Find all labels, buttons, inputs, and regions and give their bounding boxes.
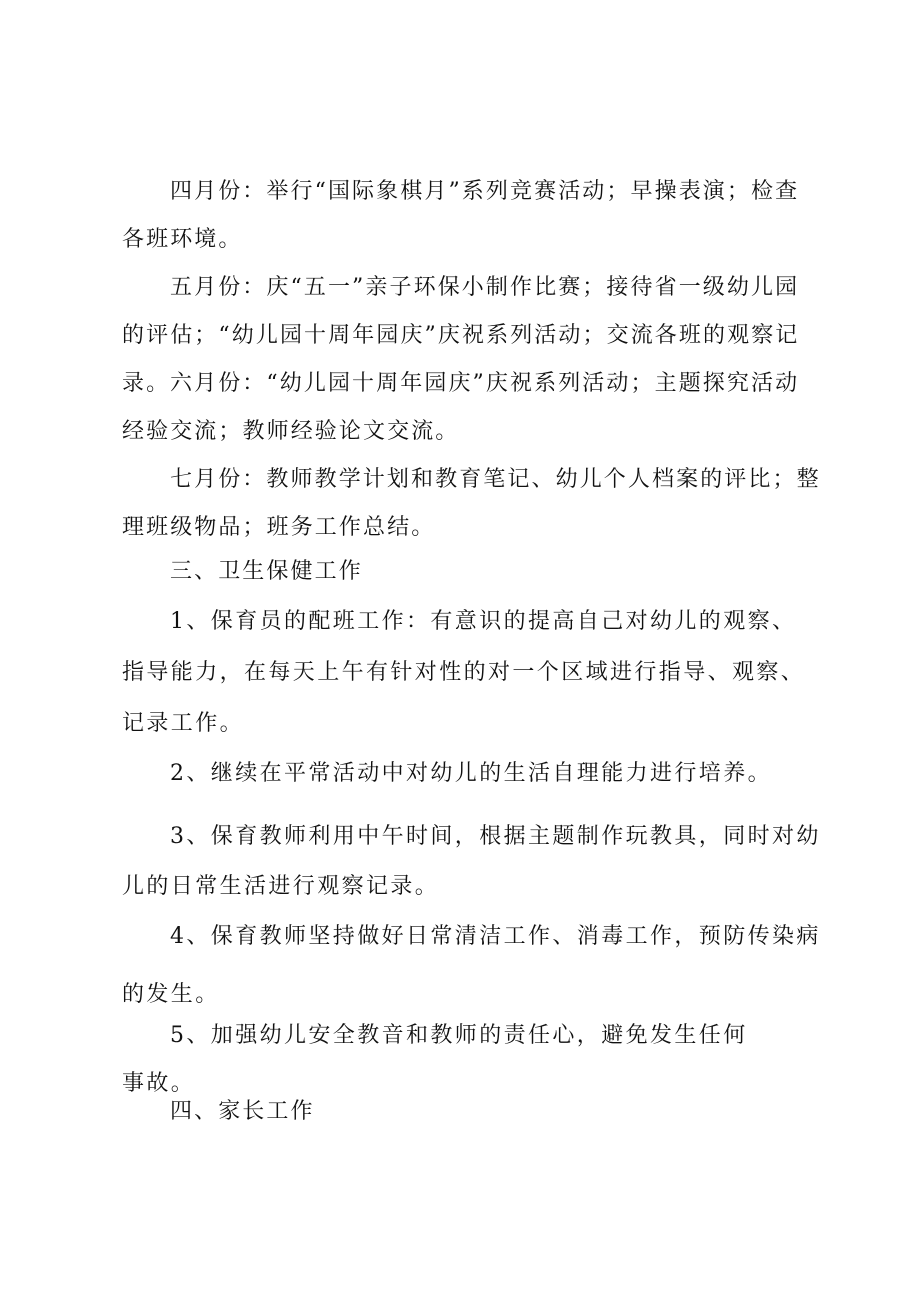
paragraph-health-item-5: 5、加强幼儿安全教音和教师的责任心，避免发生任何事故。 <box>122 1023 748 1096</box>
paragraph-health-item-4: 4、保育教师坚持做好日常清洁工作、消毒工作，预防传染病的发生。 <box>122 924 821 1007</box>
section-heading-parents: 四、家长工作 <box>170 1099 315 1124</box>
section-heading-health: 三、卫生保健工作 <box>170 559 363 584</box>
paragraph-health-item-2: 2、继续在平常活动中对幼儿的生活自理能力进行培养。 <box>170 761 772 786</box>
paragraph-july: 七月份：教师教学计划和教育笔记、幼儿个人档案的评比；整理班级物品；班务工作总结。 <box>122 467 821 540</box>
paragraph-april: 四月份：举行“国际象棋月”系列竞赛活动；早操表演；检查各班环境。 <box>122 179 800 252</box>
paragraph-health-item-3: 3、保育教师利用中午时间，根据主题制作玩教具，同时对幼儿的日常生活进行观察记录。 <box>122 824 821 899</box>
paragraph-june: 六月份：“幼儿园十周年园庆”庆祝系列活动；主题探究活动经验交流；教师经验论文交流。 <box>122 371 800 444</box>
paragraph-may: 五月份：庆“五一”亲子环保小制作比赛；接待省一级幼儿园的评估；“幼儿园十周年园庆”庆祝系列活动；交流各班的观察记录。 <box>122 275 800 396</box>
paragraph-health-item-1: 1、保育员的配班工作：有意识的提高自己对幼儿的观察、指导能力，在每天上午有针对性的对一个区域进行指导、观察、记录工作。 <box>122 609 806 736</box>
